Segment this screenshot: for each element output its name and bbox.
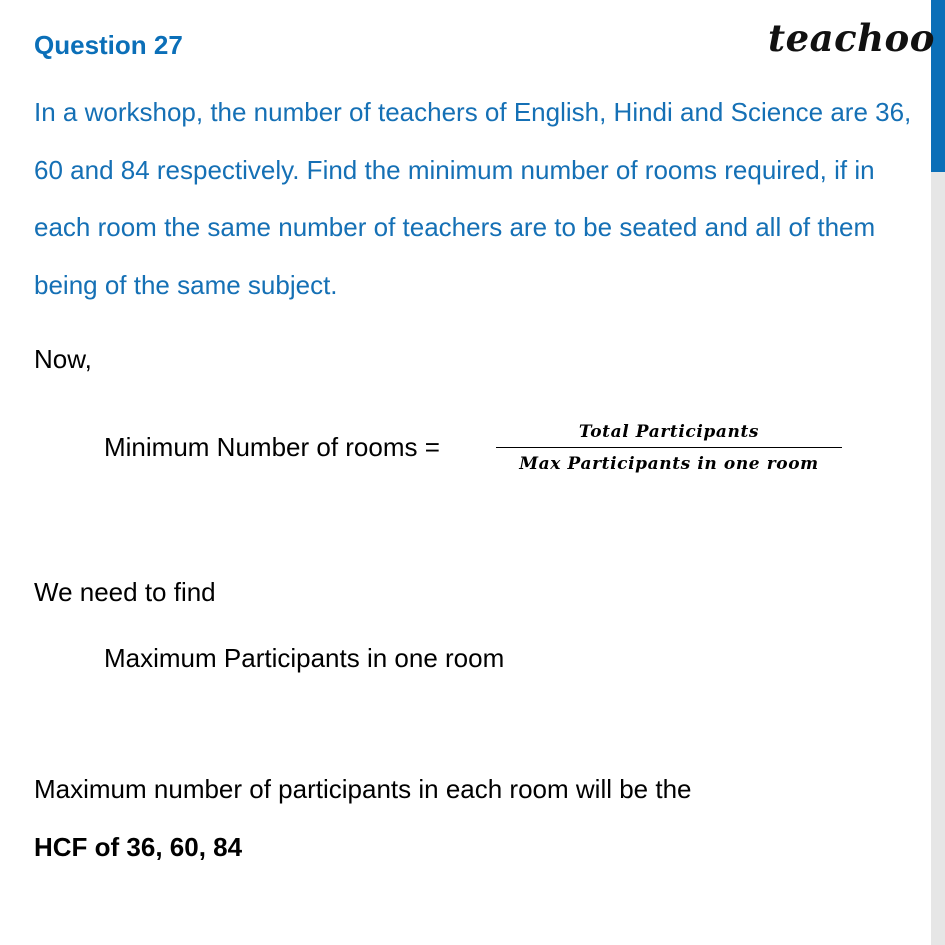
- need-to-find-text: We need to find: [34, 577, 216, 607]
- teachoo-logo: teachoo: [768, 16, 935, 60]
- question-text: In a workshop, the number of teachers of English, Hindi and Science are 36, 60 and 84 respectively. Find the minimum number of rooms required, if in each room the same number of teachers are to be seated and all of them being of the same subject.: [34, 97, 912, 300]
- statement-text: Maximum number of participants in each room will be the: [34, 774, 692, 804]
- conclusion-text: HCF of 36, 60, 84: [34, 832, 243, 862]
- question-title: Question 27: [34, 30, 183, 60]
- now-label: Now,: [34, 344, 92, 374]
- find-item-text: Maximum Participants in one room: [104, 643, 505, 673]
- fraction-denominator: Max Participants in one room: [519, 454, 819, 474]
- formula-fraction: [496, 420, 842, 476]
- fraction-bar: [496, 447, 842, 448]
- fraction-numerator: Total Participants: [578, 422, 760, 442]
- formula-label: Minimum Number of rooms =: [104, 432, 440, 462]
